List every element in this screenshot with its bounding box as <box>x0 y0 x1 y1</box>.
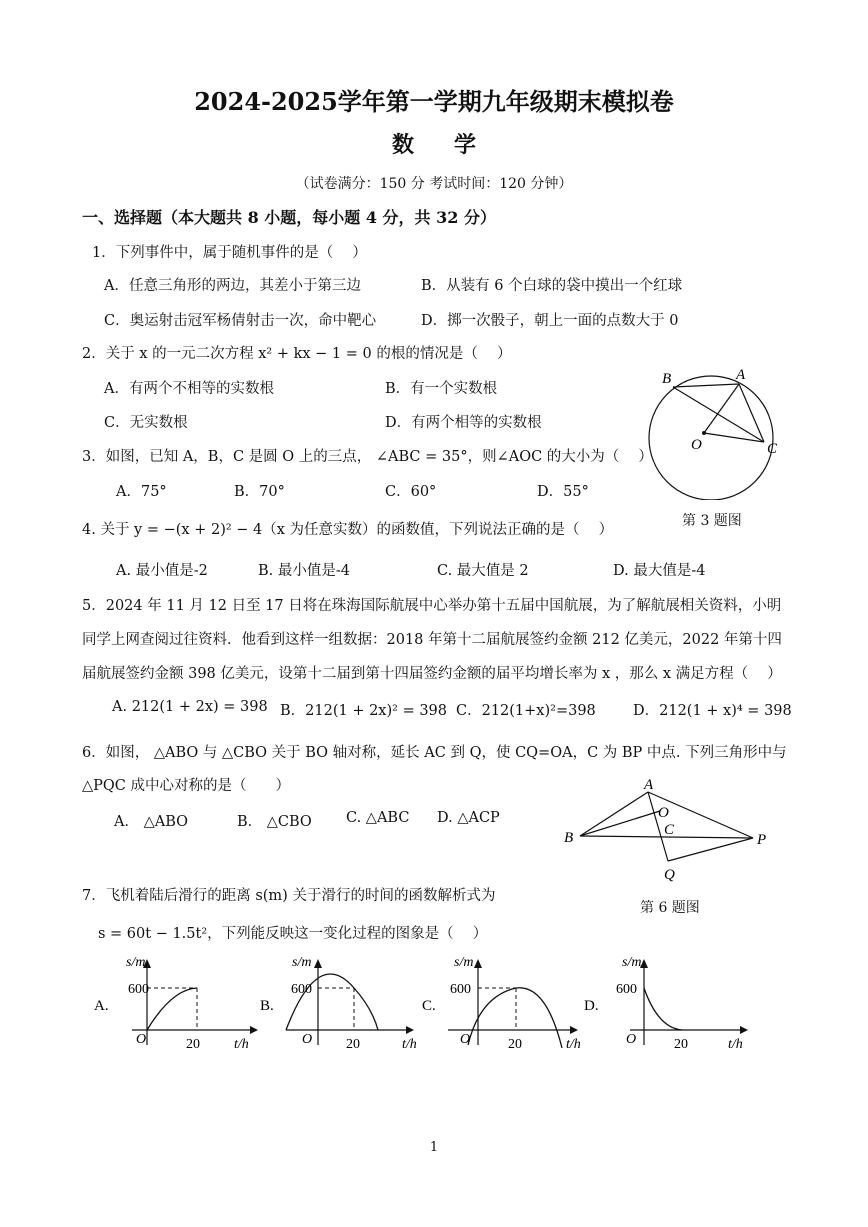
q3-option-a: A．75° <box>116 484 167 500</box>
y-axis-label: s/m <box>126 955 146 970</box>
q6-option-c: C. △ABC <box>346 810 410 826</box>
q1-option-a: A．任意三角形的两边，其差小于第三边 <box>104 278 361 294</box>
x-tick-20: 20 <box>674 1037 688 1052</box>
q2-option-b: B．有一个实数根 <box>385 381 498 397</box>
q1-stem: 1．下列事件中，属于随机事件的是（ ） <box>92 245 367 261</box>
origin-label: O <box>626 1032 637 1047</box>
q6-triangle-figure <box>560 776 780 886</box>
y-axis-label: s/m <box>622 955 642 970</box>
section-title: 一、选择题（本大题共 8 小题，每小题 4 分，共 32 分） <box>82 208 496 227</box>
exam-subject: 数学 <box>391 132 516 158</box>
q4-option-b: B. 最小值是-4 <box>258 563 350 579</box>
q6-line2: △PQC 成中心对称的是（ ） <box>82 778 290 794</box>
q1-option-b: B．从装有 6 个白球的袋中摸出一个红球 <box>421 278 683 294</box>
q4-option-d: D. 最大值是-4 <box>613 563 706 579</box>
graph-option-label: A. <box>94 998 109 1014</box>
y-tick-600: 600 <box>616 982 637 997</box>
y-tick-600: 600 <box>291 982 312 997</box>
segment-ba <box>673 384 739 387</box>
q2-stem: 2．关于 x 的一元二次方程 x² + kx − 1 = 0 的根的情况是（ ） <box>82 346 512 362</box>
q3-stem: 3．如图，已知 A，B，C 是圆 O 上的三点， ∠ABC = 35°，则∠AOC 的大小为（ ） <box>82 449 653 465</box>
exam-title: 2024-2025学年第一学期九年级期末模拟卷 <box>194 87 674 116</box>
x-axis-label: t/h <box>402 1037 417 1052</box>
x-axis-arrow <box>570 1026 578 1034</box>
q1-option-c: C．奥运射击冠军杨倩射击一次，命中靶心 <box>104 313 377 329</box>
q4-stem: 4. 关于 y = −(x + 2)² − 4（x 为任意实数）的函数值，下列说法正确的是（ ） <box>82 522 614 538</box>
x-axis-arrow <box>406 1026 414 1034</box>
q3-option-b: B．70° <box>234 484 285 500</box>
q3-option-c: C．60° <box>385 484 437 500</box>
q7-line2: s = 60t − 1.5t²，下列能反映这一变化过程的图象是（ ） <box>98 926 488 942</box>
q7-graph-c <box>420 950 590 1055</box>
label-c: C <box>664 822 675 838</box>
segment-bc <box>673 387 764 442</box>
curve <box>147 988 197 1030</box>
x-axis-label: t/h <box>728 1037 743 1052</box>
q5-option-a: A. 212(1 + 2x) = 398 <box>112 699 268 715</box>
segment-ac <box>739 384 764 442</box>
x-tick-20: 20 <box>508 1037 522 1052</box>
y-axis-label: s/m <box>454 955 474 970</box>
q2-option-a: A．有两个不相等的实数根 <box>104 381 274 397</box>
y-axis-arrow <box>474 959 482 968</box>
y-tick-600: 600 <box>128 982 149 997</box>
curve <box>644 988 682 1030</box>
q6-option-a: A． △ABO <box>114 814 189 830</box>
q5-line1: 5．2024 年 11 月 12 日至 17 日将在珠海国际航展中心举办第十五届中国航展，为了解航展相关资料，小明 <box>82 598 782 614</box>
origin-label: O <box>460 1032 471 1047</box>
label-b: B <box>662 371 672 387</box>
q3-circle-figure <box>640 365 790 500</box>
q5-line3: 届航展签约金额 398 亿美元，设第十二届到第十四届签约金额的届平均增长率为 x ，那么 x 满足方程（ ） <box>82 666 782 682</box>
q7-graph-d <box>582 950 762 1055</box>
segment-qp <box>668 838 753 861</box>
x-axis-arrow <box>740 1026 748 1034</box>
origin-label: O <box>302 1032 313 1047</box>
q7-line1: 7．飞机着陆后滑行的距离 s(m) 关于滑行的时间的函数解析式为 <box>82 888 496 904</box>
label-o: O <box>691 437 702 453</box>
y-axis-label: s/m <box>292 955 312 970</box>
q7-graph-b <box>256 950 426 1055</box>
x-axis-label: t/h <box>566 1037 581 1052</box>
graph-option-label: C. <box>422 998 436 1014</box>
label-q: Q <box>664 867 675 883</box>
label-c: C <box>767 441 778 457</box>
q2-option-c: C．无实数根 <box>104 415 188 431</box>
graph-option-label: D. <box>584 998 599 1014</box>
x-tick-20: 20 <box>346 1037 360 1052</box>
origin-label: O <box>136 1032 147 1047</box>
q7-graph-a <box>92 950 262 1055</box>
q2-option-d: D．有两个相等的实数根 <box>385 415 542 431</box>
q3-option-d: D．55° <box>537 484 589 500</box>
label-p: P <box>757 832 767 848</box>
graph-option-label: B. <box>260 998 274 1014</box>
q5-option-d: D．212(1 + x)⁴ = 398 <box>633 703 792 719</box>
segment-oc <box>704 433 764 442</box>
label-a: A <box>644 777 654 793</box>
segment-ba <box>580 792 648 836</box>
label-o: O <box>658 805 669 821</box>
q4-option-c: C. 最大值是 2 <box>437 563 529 579</box>
exam-info: （试卷满分：150 分 考试时间：120 分钟） <box>295 176 573 192</box>
q4-option-a: A. 最小值是-2 <box>116 563 208 579</box>
q6-option-b: B． △CBO <box>237 814 312 830</box>
q5-option-c: C．212(1+x)²=398 <box>456 703 596 719</box>
center-dot <box>702 431 706 435</box>
circle-o <box>649 376 773 500</box>
x-tick-20: 20 <box>186 1037 200 1052</box>
label-a: A <box>736 367 746 383</box>
y-tick-600: 600 <box>450 982 471 997</box>
segment-bo <box>580 811 660 836</box>
q1-option-d: D．掷一次骰子，朝上一面的点数大于 0 <box>421 313 679 329</box>
x-axis-label: t/h <box>234 1037 249 1052</box>
q5-line2: 同学上网查阅过往资料．他看到这样一组数据：2018 年第十二届航展签约金额 212 亿美元，2022 年第十四 <box>82 632 782 648</box>
q5-option-b: B．212(1 + 2x)² = 398 <box>280 703 447 719</box>
q6-line1: 6．如图， △ABO 与 △CBO 关于 BO 轴对称，延长 AC 到 Q，使 CQ=OA，C 为 BP 中点. 下列三角形中与 <box>82 745 787 761</box>
label-b: B <box>564 830 574 846</box>
q3-caption: 第 3 题图 <box>682 513 742 529</box>
y-axis-arrow <box>314 959 322 968</box>
q6-caption: 第 6 题图 <box>640 900 700 916</box>
page-number: 1 <box>429 1140 439 1155</box>
q6-option-d: D. △ACP <box>437 810 500 826</box>
